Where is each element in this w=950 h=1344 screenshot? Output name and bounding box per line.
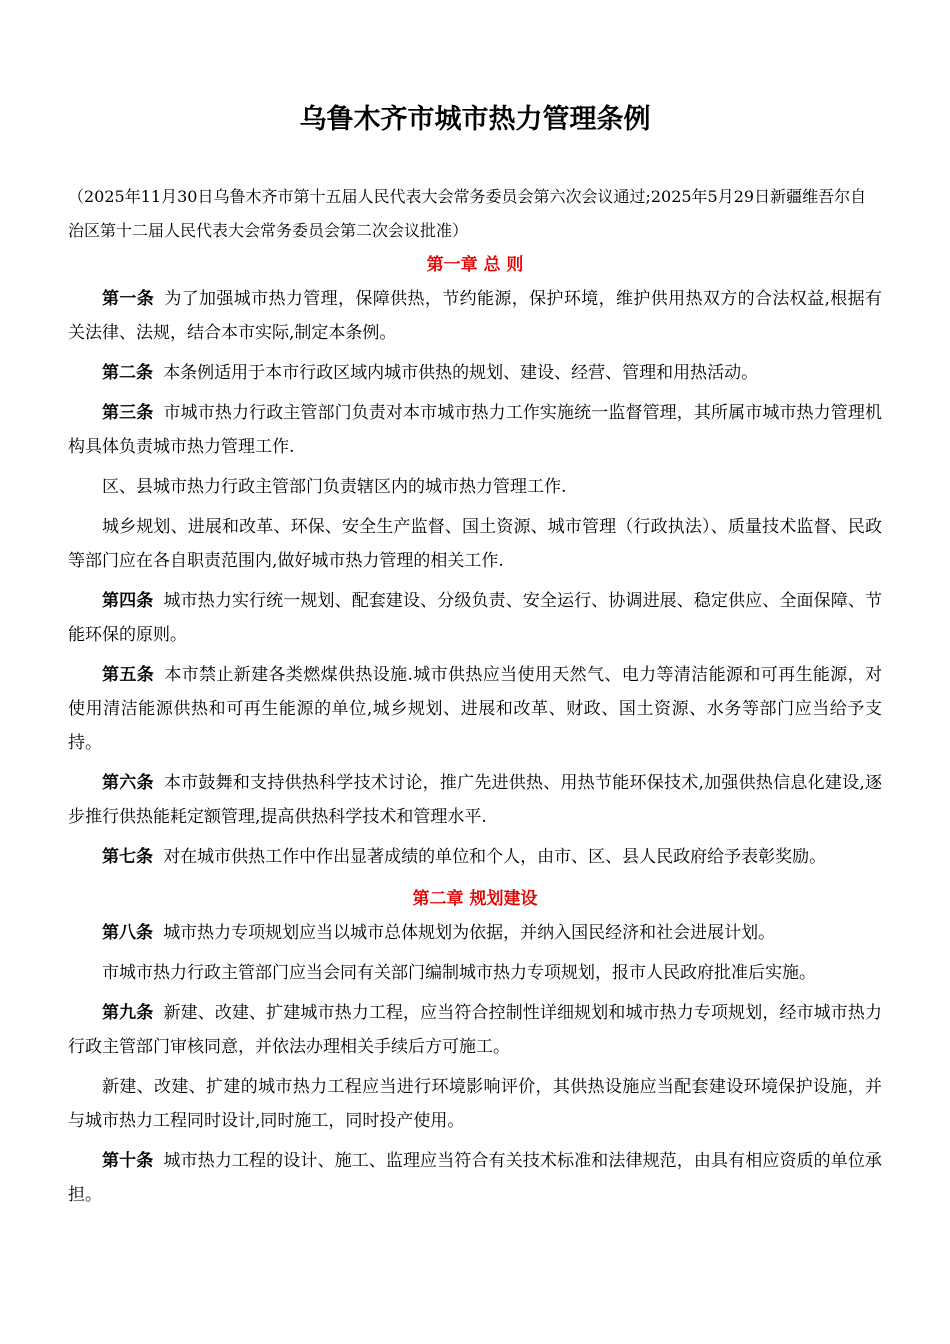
chapter-1: [68, 248, 882, 874]
document-title: 乌鲁木齐市城市热力管理条例: [299, 104, 651, 135]
article-paragraph: [68, 996, 882, 1064]
article-number: 第六条: [102, 773, 154, 793]
chapter-heading: 第二章 规划建设: [412, 889, 538, 909]
article-paragraph: [68, 916, 882, 950]
document-page: [68, 100, 882, 1218]
chapter-2: [68, 882, 882, 1212]
article-text: 区、县城市热力行政主管部门负责辖区内的城市热力管理工作.: [102, 477, 567, 497]
article-number: 第八条: [102, 923, 153, 943]
article-number: 第三条: [102, 403, 154, 423]
article-number: 第七条: [102, 847, 153, 867]
article-text: 本条例适用于本市行政区域内城市供热的规划、建设、经营、管理和用热活动。: [163, 363, 759, 383]
article-text: 市城市热力行政主管部门负责对本市城市热力工作实施统一监督管理，其所属市城市热力管理机构具体负责城市热力管理工作.: [68, 403, 882, 457]
article-number: 第一条: [102, 289, 155, 309]
article-text: 城市热力工程的设计、施工、监理应当符合有关技术标准和法律规范，由具有相应资质的单位承担。: [68, 1151, 882, 1205]
article-text: 对在城市供热工作中作出显著成绩的单位和个人，由市、区、县人民政府给予表彰奖励。: [163, 847, 827, 867]
article-text: 本市禁止新建各类燃煤供热设施.城市供热应当使用天然气、电力等清洁能源和可再生能源，对使用清洁能源供热和可再生能源的单位,城乡规划、进展和改革、财政、国土资源、水务等部门应当给予支持。: [68, 665, 883, 753]
article-number: 第四条: [102, 591, 154, 611]
article-paragraph: [68, 1144, 882, 1212]
article-paragraph: [68, 658, 882, 760]
article-paragraph: [68, 510, 882, 578]
document-preamble: （2025年11月30日乌鲁木齐市第十五届人民代表大会常务委员会第六次会议通过;2025年5月29日新疆维吾尔自治区第十二届人民代表大会常务委员会第二次会议批准）: [68, 187, 867, 240]
article-paragraph: [68, 766, 882, 834]
article-paragraph: [68, 956, 882, 990]
article-paragraph: [68, 356, 882, 390]
article-text: 新建、改建、扩建的城市热力工程应当进行环境影响评价，其供热设施应当配套建设环境保护设施，并与城市热力工程同时设计,同时施工，同时投产使用。: [68, 1077, 882, 1131]
article-text: 新建、改建、扩建城市热力工程，应当符合控制性详细规划和城市热力专项规划，经市城市热力行政主管部门审核同意，并依法办理相关手续后方可施工。: [68, 1003, 882, 1057]
article-text: 城市热力专项规划应当以城市总体规划为依据，并纳入国民经济和社会进展计划。: [163, 923, 776, 943]
article-paragraph: [68, 840, 882, 874]
article-number: 第十条: [102, 1151, 154, 1171]
article-paragraph: [68, 396, 882, 464]
article-paragraph: [68, 1070, 882, 1138]
article-paragraph: [68, 282, 882, 350]
article-number: 第二条: [102, 363, 153, 383]
article-paragraph: [68, 584, 882, 652]
article-number: 第五条: [102, 665, 155, 685]
article-text: 本市鼓舞和支持供热科学技术讨论，推广先进供热、用热节能环保技术,加强供热信息化建设,逐步推行供热能耗定额管理,提高供热科学技术和管理水平.: [68, 773, 882, 827]
article-paragraph: [68, 470, 882, 504]
article-text: 市城市热力行政主管部门应当会同有关部门编制城市热力专项规划，报市人民政府批准后实施。: [102, 963, 816, 983]
article-number: 第九条: [102, 1003, 154, 1023]
article-text: 为了加强城市热力管理，保障供热，节约能源，保护环境，维护供用热双方的合法权益,根据有关法律、法规，结合本市实际,制定本条例。: [68, 289, 883, 343]
chapter-heading: 第一章 总 则: [426, 255, 524, 275]
article-text: 城市热力实行统一规划、配套建设、分级负责、安全运行、协调进展、稳定供应、全面保障、节能环保的原则。: [68, 591, 882, 645]
article-text: 城乡规划、进展和改革、环保、安全生产监督、国土资源、城市管理（行政执法）、质量技术监督、民政等部门应在各自职责范围内,做好城市热力管理的相关工作.: [68, 517, 882, 571]
